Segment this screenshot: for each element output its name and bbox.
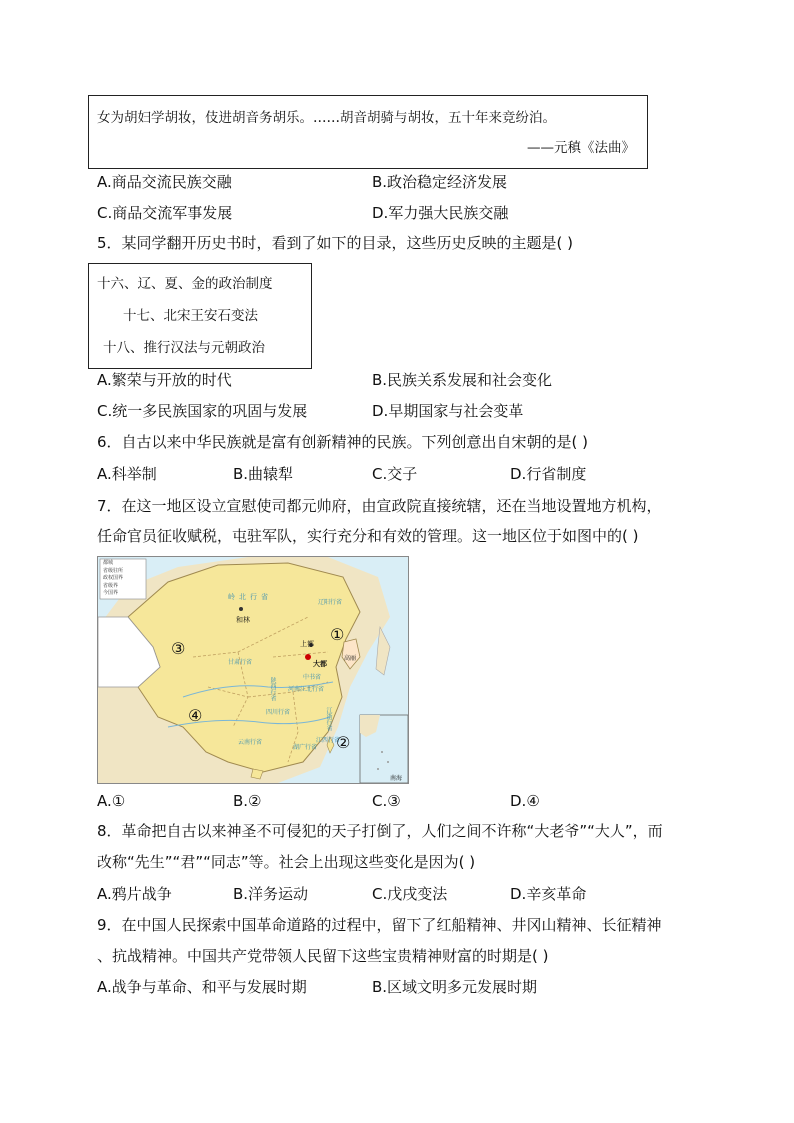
q5-toc-box — [88, 263, 312, 369]
toc-item-17: 十七、北宋王安石变法 — [123, 308, 258, 324]
quote-text: 女为胡妇学胡妆，伎进胡音务胡乐。……胡音胡骑与胡妆，五十年来竞纷泊。 — [97, 110, 556, 126]
q8-stem-line1: 8．革命把自古以来神圣不可侵犯的天子打倒了，人们之间不许称“大老爷”“大人”，而 — [97, 822, 663, 840]
q6-option-d[interactable]: D.行省制度 — [510, 465, 587, 483]
q7-option-a[interactable]: A.① — [97, 792, 126, 810]
quote-source: ——元稹《法曲》 — [527, 140, 635, 156]
label-lingbei: 岭北行省 — [228, 593, 272, 601]
q4-option-c[interactable]: C.商品交流军事发展 — [97, 204, 233, 222]
q7-option-d[interactable]: D.④ — [510, 792, 540, 810]
q6-option-a[interactable]: A.科举制 — [97, 465, 157, 483]
legend-province-border: 省级界 — [103, 582, 119, 589]
q5-option-d[interactable]: D.早期国家与社会变革 — [372, 402, 524, 420]
yuan-dynasty-map — [97, 556, 409, 784]
toc-item-18: 十八、推行汉法与元朝政治 — [103, 340, 265, 356]
toc-item-16: 十六、辽、夏、金的政治制度 — [97, 276, 273, 292]
q7-option-b[interactable]: B.② — [233, 792, 262, 810]
quote-box — [88, 95, 648, 169]
q5-option-c[interactable]: C.统一多民族国家的巩固与发展 — [97, 402, 308, 420]
q9-stem-line1: 9．在中国人民探索中国革命道路的过程中，留下了红船精神、井冈山精神、长征精神 — [97, 916, 662, 934]
legend-regime-border: 政权国界 — [103, 575, 124, 581]
q7-stem-line2: 任命官员征收赋税，屯驻军队，实行充分和有效的管理。这一地区位于如图中的( ) — [97, 527, 639, 545]
q6-option-b[interactable]: B.曲辕犁 — [233, 465, 294, 483]
q4-option-a[interactable]: A.商品交流民族交融 — [97, 173, 232, 191]
label-sichuan: 四川行省 — [266, 709, 291, 716]
label-south-sea: 南海 — [390, 775, 403, 782]
q8-option-c[interactable]: C.戊戌变法 — [372, 885, 448, 903]
label-henan-jiangbei: 河南江北行省 — [288, 686, 325, 693]
label-goryeo: 高丽 — [344, 655, 357, 662]
q7-option-c[interactable]: C.③ — [372, 792, 401, 810]
label-helin: 和林 — [236, 616, 250, 624]
legend-capital: 都城 — [103, 560, 114, 566]
label-jiangxi: 江西行省 — [316, 737, 341, 744]
q9-option-b[interactable]: B.区域文明多元发展时期 — [372, 978, 538, 996]
marker-4[interactable]: ④ — [188, 706, 203, 725]
q8-option-a[interactable]: A.鸦片战争 — [97, 885, 172, 903]
label-huguang: 湖广行省 — [293, 744, 318, 751]
legend-province-seat: 省级驻所 — [103, 567, 124, 574]
marker-2[interactable]: ② — [336, 733, 351, 752]
q6-option-c[interactable]: C.交子 — [372, 465, 418, 483]
q4-option-b[interactable]: B.政治稳定经济发展 — [372, 173, 508, 191]
q4-option-d[interactable]: D.军力强大民族交融 — [372, 204, 509, 222]
q9-stem-line2: 、抗战精神。中国共产党带领人民留下这些宝贵精神财富的时期是( ) — [97, 947, 549, 965]
q6-stem: 6．自古以来中华民族就是富有创新精神的民族。下列创意出自宋朝的是( ) — [97, 433, 589, 451]
label-gansu: 甘肃行省 — [228, 659, 253, 666]
legend-modern-border: 今国界 — [103, 590, 119, 596]
label-liaoyang: 辽阳行省 — [318, 599, 343, 606]
label-shangdu: 上都 — [300, 640, 314, 648]
marker-3[interactable]: ③ — [171, 639, 186, 658]
q8-option-b[interactable]: B.洋务运动 — [233, 885, 309, 903]
label-yunnan: 云南行省 — [238, 739, 263, 746]
q5-option-b[interactable]: B.民族关系发展和社会变化 — [372, 371, 553, 389]
q9-option-a[interactable]: A.战争与革命、和平与发展时期 — [97, 978, 307, 996]
q5-stem: 5．某同学翻开历史书时，看到了如下的目录，这些历史反映的主题是( ) — [97, 234, 574, 252]
label-shaanxi: 陕西行省 — [269, 677, 276, 701]
label-jiangzhe: 江浙行省 — [325, 707, 332, 731]
q8-option-d[interactable]: D.辛亥革命 — [510, 885, 587, 903]
q5-option-a[interactable]: A.繁荣与开放的时代 — [97, 371, 232, 389]
q8-stem-line2: 改称“先生”“君”“同志”等。社会上出现这些变化是因为( ) — [97, 853, 476, 871]
marker-1[interactable]: ① — [330, 625, 345, 644]
label-zhongshu: 中书省 — [303, 674, 322, 681]
label-dadu: 大都 — [313, 660, 327, 668]
map-legend — [103, 560, 123, 598]
q7-stem-line1: 7．在这一地区设立宣慰使司都元帅府，由宣政院直接统辖，还在当地设置地方机构， — [97, 497, 662, 515]
